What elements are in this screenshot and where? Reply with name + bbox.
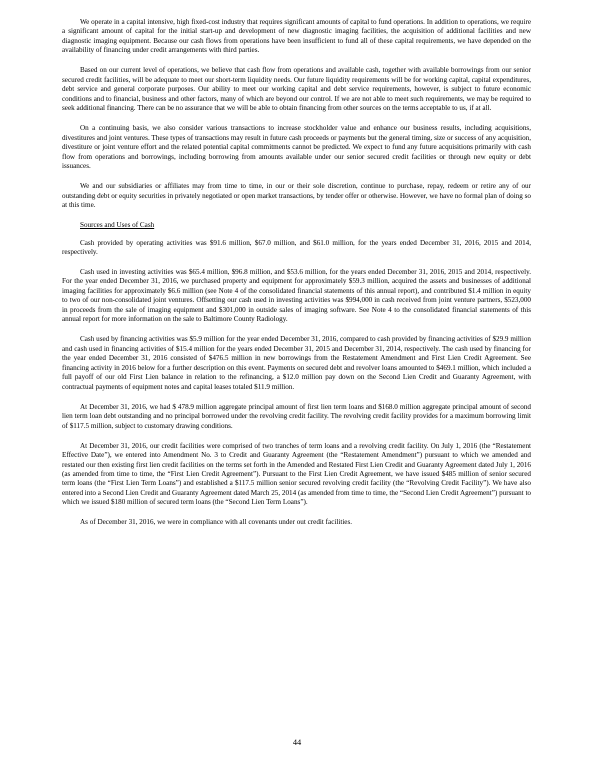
paragraph-financing-activities: Cash used by financing activities was $5.9 million for the year ended December 31, 2016, compared to cash provided by financing activities of $29.9 million and cash used in financing activities of $15.4 million for the years ended December 31, 2015 and December 31, 2014, respectively. The cash used by financing for the year ended December 31, 2016 consisted of $476.5 million in new borrowings from the Restatement Amendment and First Lien Credit Agreement. See financing activity in 2016 below for a further description on this event. Payments on secured debt and revolver loans amounted to $469.1 million, which included a full payoff of our old First Lien balance in relation to the refinancing, a $12.0 million pay down on the Second Lien Credit and Guaranty Agreement, with contractual payments of equipment notes and capital leases totaled $11.9 million.	[62, 335, 531, 391]
paragraph-operating-activities: Cash provided by operating activities was $91.6 million, $67.0 million, and $61.0 million, for the years ended December 31, 2016, 2015 and 2014, respectively.	[62, 238, 531, 256]
document-body	[62, 18, 531, 538]
paragraph-investing-activities: Cash used in investing activities was $65.4 million, $96.8 million, and $53.6 million, for the years ended December 31, 2016, 2015 and 2014, respectively. For the year ended December 31, 2016, we purchased property and equipment for approximately $59.3 million, acquired the assets and businesses of additional imaging facilities for approximately $6.6 million (see Note 4 of the consolidated financial statements of this annual report), and contributed $1.4 million in equity to two of our non-consolidated joint ventures. Offsetting our cash used in investing activities was $994,000 in cash received from joint venture partners, $523,000 in proceeds from the sale of imaging equipment and $301,000 in outside sales of imaging software. See Note 4 to the consolidated financial statements of this annual report for more information on the sale to Baltimore County Radiology.	[62, 268, 531, 324]
paragraph-covenant-compliance: As of December 31, 2016, we were in compliance with all covenants under out credit facilities.	[80, 518, 353, 527]
page-number: 44	[292, 738, 302, 747]
paragraph-liquidity-needs: Based on our current level of operations, we believe that cash flow from operations and available cash, together with available borrowings from our senior secured credit facilities, will be adequate to meet our short-term liquidity needs. Our future liquidity requirements will be for working capital, capital expenditures, debt service and general corporate purposes. Our ability to meet our working capital and debt service requirements, however, is subject to future economic conditions and to financial, business and other factors, many of which are beyond our control. If we are not able to meet such requirements, we may be required to seek additional financing. There can be no assurance that we will be able to obtain financing from other sources on the terms acceptable to us, if at all.	[62, 66, 531, 113]
paragraph-term-loans-outstanding: At December 31, 2016, we had $ 478.9 million aggregate principal amount of first lien term loans and $168.0 million aggregate principal amount of second lien term loan debt outstanding and no principal borrowed under the revolving credit facility. The revolving credit facility provides for a maximum borrowing limit of $117.5 million, subject to customary drawing conditions.	[62, 402, 531, 430]
paragraph-debt-repurchase: We and our subsidiaries or affiliates may from time to time, in our or their sole discretion, continue to purchase, repay, redeem or retire any of our outstanding debt or equity securities in privately negotiated or open market transactions, by tender offer or otherwise. However, we have no formal plan of doing so at this time.	[62, 182, 531, 210]
paragraph-capital-intensive: We operate in a capital intensive, high fixed-cost industry that requires significant amounts of capital to fund operations. In addition to operations, we require a significant amount of capital for the initial start-up and development of new diagnostic imaging facilities, the acquisition of additional facilities and new diagnostic imaging equipment. Because our cash flows from operations have been insufficient to fund all of these capital requirements, we have depended on the availability of financing under credit arrangements with third parties.	[62, 18, 531, 55]
paragraph-credit-facilities: At December 31, 2016, our credit facilities were comprised of two tranches of term loans and a revolving credit facility. On July 1, 2016 (the “Restatement Effective Date”), we entered into Amendment No. 3 to Credit and Guaranty Agreement (the “Restatement Amendment”) pursuant to which we amended and restated our then existing first lien credit facilities on the terms set forth in the Amended and Restated First Lien Credit and Guaranty Agreement dated July 1, 2016 (as amended from time to time, the “First Lien Credit Agreement”). Pursuant to the First Lien Credit Agreement, we have issued $485 million of senior secured term loans (the “First Lien Term Loans”) and established a $117.5 million senior secured revolving credit facility (the “Revolving Credit Facility”). We have also entered into a Second Lien Credit and Guaranty Agreement dated March 25, 2014 (as amended from time to time, the “Second Lien Credit Agreement”) pursuant to which we issued $180 million of secured term loans (the “Second Lien Term Loans”).	[62, 441, 531, 507]
section-heading-sources-uses: Sources and Uses of Cash	[80, 221, 155, 230]
paragraph-transactions: On a continuing basis, we also consider various transactions to increase stockholder value and enhance our business results, including acquisitions, divestitures and joint ventures. These types of transactions may result in future cash proceeds or payments but the general timing, size or success of any acquisition, divestiture or joint venture effort and the related potential capital commitments cannot be predicted. We expect to fund any future acquisitions primarily with cash flow from operations and borrowings, including borrowing from amounts available under our senior secured credit facilities or through new equity or debt issuances.	[62, 124, 531, 171]
